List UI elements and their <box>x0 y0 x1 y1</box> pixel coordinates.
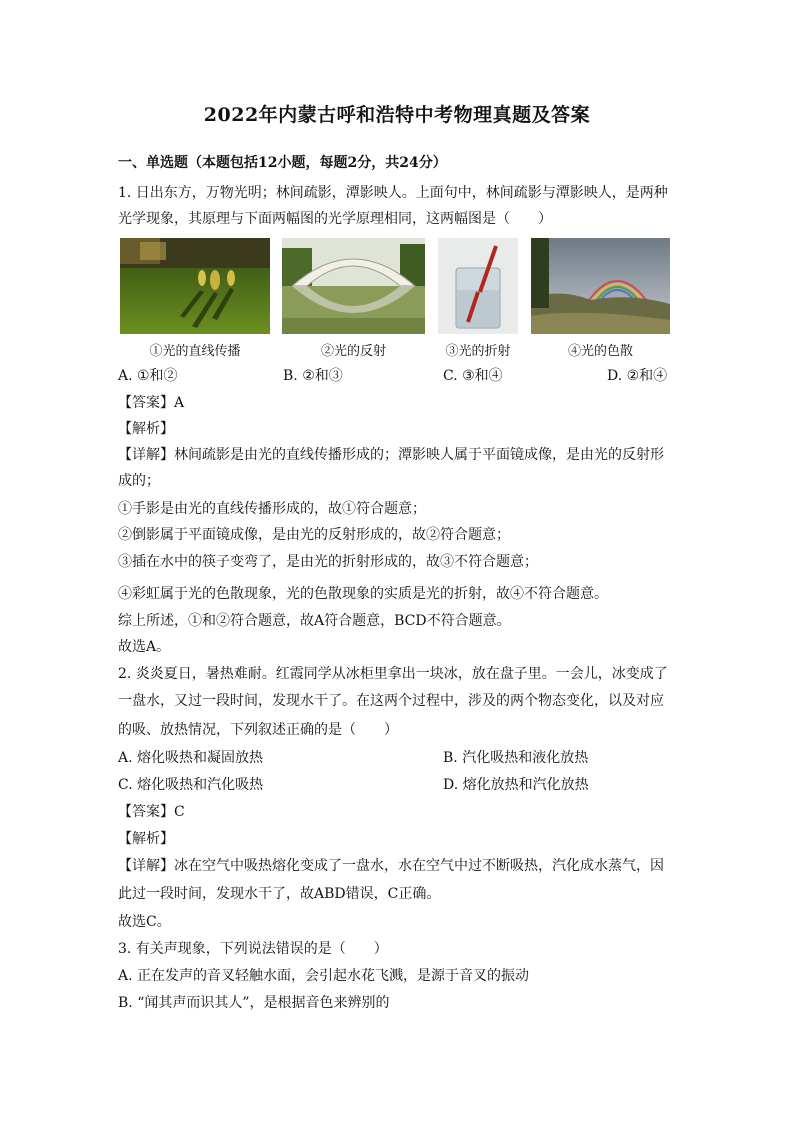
q2-detail-line2: 此过一段时间，发现水干了，故ABD错误，C正确。 <box>118 886 441 902</box>
q1-detail-line7: 综上所述，①和②符合题意，故A符合题意，BCD不符合题意。 <box>118 613 511 629</box>
q1-detail-line5: ③插在水中的筷子变弯了，是由光的折射形成的，故③不符合题意； <box>118 554 538 570</box>
q1-figure-row <box>120 238 675 336</box>
q2-option-a: A. 熔化吸热和凝固放热 <box>118 750 264 766</box>
caption-4: ④光的色散 <box>567 344 633 359</box>
q1-detail-line3: ①手影是由光的直线传播形成的，故①符合题意； <box>118 501 426 517</box>
caption-1: ①光的直线传播 <box>149 344 241 359</box>
q1-option-d: D. ②和④ <box>607 368 668 384</box>
q1-option-c: C. ③和④ <box>443 368 503 384</box>
q2-option-d: D. 熔化放热和汽化放热 <box>443 777 589 793</box>
section-heading: 一、单选题（本题包括12小题，每题2分，共24分） <box>118 155 447 171</box>
q1-detail-line2: 成的； <box>118 473 160 489</box>
q1-answer: 【答案】A <box>118 395 185 411</box>
q2-detail-line3: 故选C。 <box>118 914 171 930</box>
q3-option-a: A. 正在发声的音叉轻触水面，会引起水花飞溅，是源于音叉的振动 <box>118 968 530 984</box>
q2-stem-line3: 的吸、放热情况，下列叙述正确的是（ ） <box>118 722 398 738</box>
q1-option-b: B. ②和③ <box>283 368 343 384</box>
q1-detail-line8: 故选A。 <box>118 639 171 655</box>
q1-stem-line1: 1. 日出东方，万物光明；林间疏影，潭影映人。上面句中，林间疏影与潭影映人，是两种 <box>118 185 668 201</box>
q1-detail-line4: ②倒影属于平面镜成像，是由光的反射形成的，故②符合题意； <box>118 527 510 543</box>
q2-analysis: 【解析】 <box>118 831 174 847</box>
q1-analysis: 【解析】 <box>118 421 174 437</box>
q1-detail-line6: ④彩虹属于光的色散现象，光的色散现象的实质是光的折射，故④不符合题意。 <box>118 586 608 602</box>
q2-detail-line1: 【详解】冰在空气中吸热熔化变成了一盘水，水在空气中过不断吸热，汽化成水蒸气，因 <box>118 858 664 874</box>
q2-stem-line1: 2. 炎炎夏日，暑热难耐。红霞同学从冰柜里拿出一块冰，放在盘子里。一会儿，冰变成了 <box>118 666 668 682</box>
q2-option-b: B. 汽化吸热和液化放热 <box>443 750 589 766</box>
page-title: 2022年内蒙古呼和浩特中考物理真题及答案 <box>203 104 591 126</box>
q1-detail-line1: 【详解】林间疏影是由光的直线传播形成的；潭影映人属于平面镜成像，是由光的反射形 <box>118 447 664 463</box>
q3-option-b: B. “闻其声而识其人”，是根据音色来辨别的 <box>118 995 390 1011</box>
q2-stem-line2: 一盘水，又过一段时间，发现水干了。在这两个过程中，涉及的两个物态变化，以及对应 <box>118 693 664 709</box>
q1-option-a: A. ①和② <box>118 368 178 384</box>
straight-propagation-photo <box>120 238 270 334</box>
q2-option-c: C. 熔化吸热和汽化吸热 <box>118 777 264 793</box>
q1-stem-line2: 光学现象，其原理与下面两幅图的光学原理相同，这两幅图是（ ） <box>118 211 552 227</box>
caption-3: ③光的折射 <box>445 344 511 359</box>
reflection-photo <box>282 238 425 334</box>
q2-answer: 【答案】C <box>118 804 185 820</box>
caption-2: ②光的反射 <box>320 344 386 359</box>
q3-stem: 3. 有关声现象，下列说法错误的是（ ） <box>118 941 388 957</box>
dispersion-photo <box>531 238 670 334</box>
refraction-photo <box>438 238 518 334</box>
